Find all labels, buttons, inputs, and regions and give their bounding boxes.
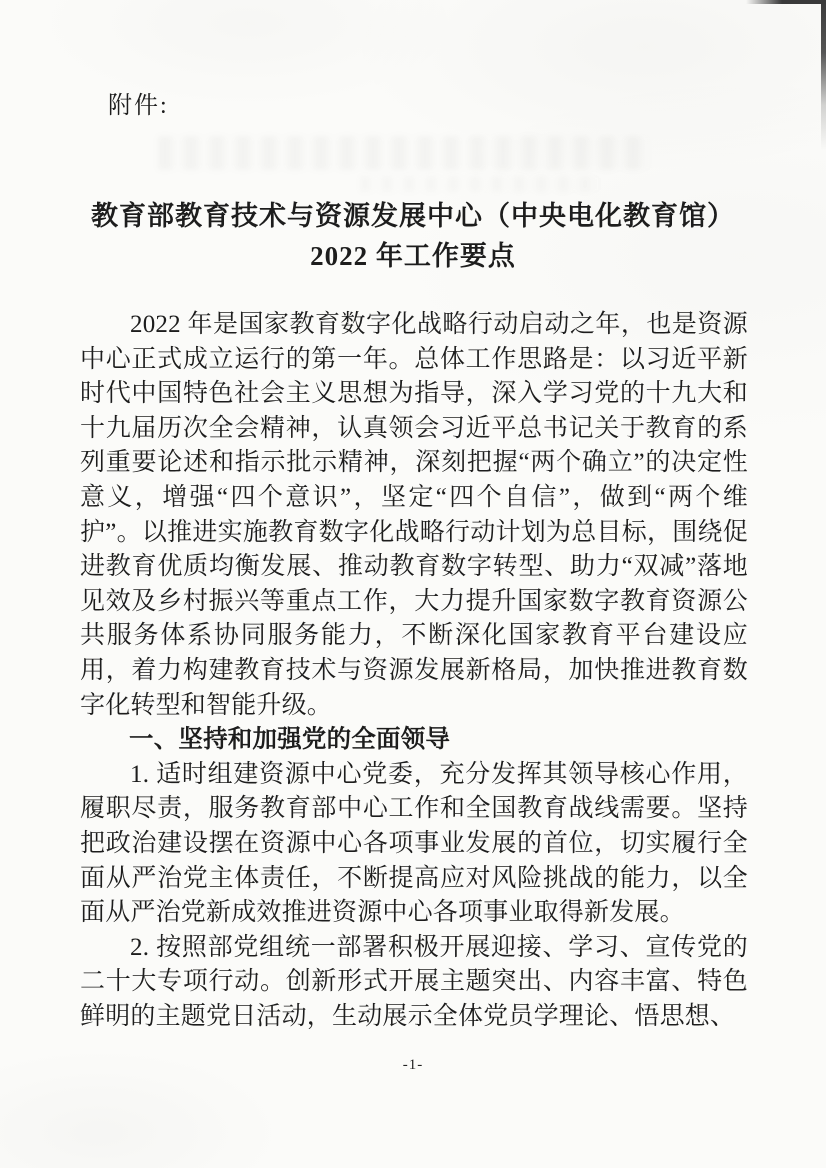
- attachment-label: 附件:: [108, 93, 169, 119]
- page-number: -1-: [402, 1057, 424, 1073]
- scan-edge-artifact-top: [746, 0, 826, 4]
- document-body: [80, 308, 748, 1034]
- document-title-line-2: 2022 年工作要点: [310, 241, 516, 271]
- scan-edge-artifact-right: [821, 0, 826, 150]
- document-title-line-1: 教育部教育技术与资源发展中心（中央电化教育馆）: [91, 201, 735, 231]
- paragraph-item-2: 2. 按照部党组统一部署积极开展迎接、学习、宣传党的二十大专项行动。创新形式开展主题突出、内容丰富、特色鲜明的主题党日活动，生动展示全体党员学理论、悟思想、: [80, 933, 748, 1030]
- section-heading-1: 一、坚持和加强党的全面领导: [129, 726, 451, 754]
- document-title: [60, 196, 766, 276]
- paragraph-intro: 2022 年是国家教育数字化战略行动启动之年，也是资源中心正式成立运行的第一年。总体工作思路是：以习近平新时代中国特色社会主义思想为指导，深入学习党的十九大和十九届历次全会精神，认真领会习近平总书记关于教育的系列重要论述和指示批示精神，深刻把握“两个确立”的决定性意义，增强“四个意识”，坚定“四个自信”，做到“两个维护”。以推进实施教育数字化战略行动计划为总目标，围绕促进教育优质均衡发展、推动教育数字转型、助力“双减”落地见效及乡村振兴等重点工作，大力提升国家数字教育资源公共服务体系协同服务能力，不断深化国家教育平台建设应用，着力构建教育技术与资源发展新格局，加快推进教育数字化转型和智能升级。: [80, 311, 748, 719]
- scan-bleedthrough-smudge: [158, 136, 650, 170]
- paragraph-item-1: 1. 适时组建资源中心党委，充分发挥其领导核心作用，履职尽责，服务教育部中心工作和全国教育战线需要。坚持把政治建设摆在资源中心各项事业发展的首位，切实履行全面从严治党主体责任，不断提高应对风险挑战的能力，以全面从严治党新成效推进资源中心各项事业取得新发展。: [80, 760, 748, 927]
- scan-bleedthrough-smudge-2: [360, 176, 600, 192]
